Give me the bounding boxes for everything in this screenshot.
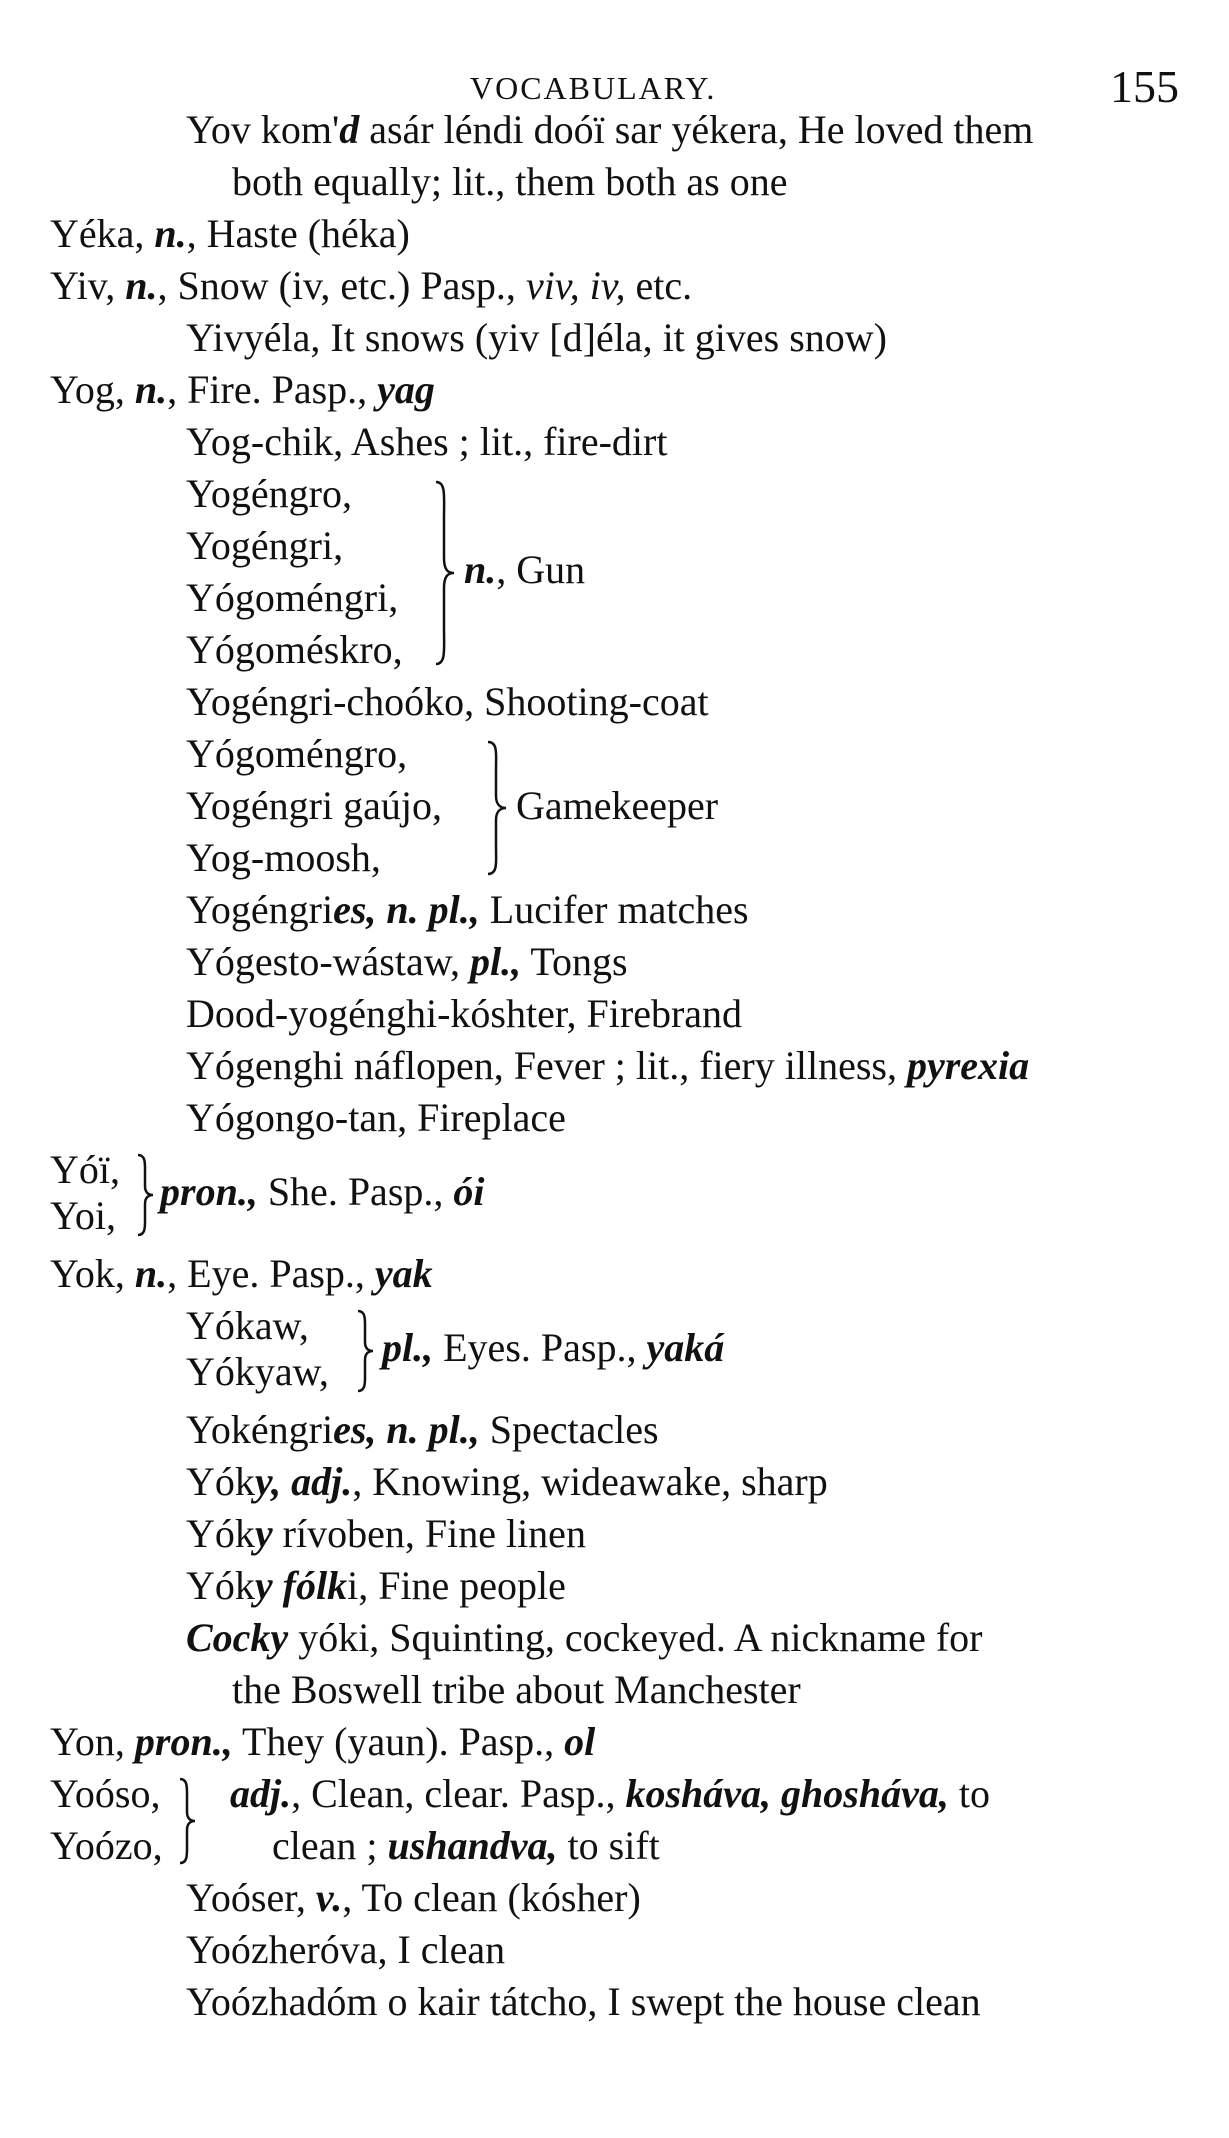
pasp: ói: [453, 1169, 485, 1214]
definition: , Gun: [496, 547, 586, 592]
text: asár léndi doóï sar yékera, He loved them: [359, 107, 1034, 152]
definition: , Fire. Pasp.,: [167, 367, 378, 412]
text: etc.: [625, 263, 693, 308]
pos: n.: [154, 211, 187, 256]
variant: Yógoméngri,: [186, 575, 399, 620]
text-italic: pyrexia: [906, 1043, 1030, 1088]
definition: , Knowing, wideawake, sharp: [352, 1459, 828, 1504]
headword: Yéka,: [50, 211, 155, 256]
brace-group-she: [50, 1144, 750, 1248]
text-italic: y fólk: [254, 1563, 348, 1608]
pos: adj.: [230, 1771, 292, 1816]
headword-line: [50, 1716, 595, 1768]
brace-group-gun: [186, 468, 686, 676]
definition: to sift: [557, 1823, 660, 1868]
pos: v.: [315, 1875, 343, 1920]
entry-line: [186, 936, 628, 988]
entry-line: [186, 1456, 828, 1508]
variant: Yogéngri,: [186, 523, 344, 568]
entry-line: [186, 1872, 641, 1924]
entry-line: [186, 1040, 1029, 1092]
entry-line: Yivyéla, It snows (yiv [d]éla, it gives snow): [186, 315, 887, 360]
definition: rívoben, Fine linen: [272, 1511, 586, 1556]
group-definition: [230, 1768, 990, 1820]
definition: , Haste (héka): [186, 211, 410, 256]
definition: Tongs: [521, 939, 628, 984]
pasp: ol: [564, 1719, 596, 1764]
entry-line: [186, 1508, 586, 1560]
text: Yók: [186, 1459, 255, 1504]
definition: i, Fine people: [347, 1563, 566, 1608]
definition: Eyes. Pasp.,: [433, 1325, 647, 1370]
entry-line: [186, 1404, 659, 1456]
text: Yógesto-wástaw,: [186, 939, 471, 984]
pos: pron.,: [160, 1169, 258, 1214]
pos: n.: [125, 263, 158, 308]
group-definition: [464, 544, 585, 596]
text-italic: ushandva,: [387, 1823, 558, 1868]
brace-icon: [354, 1308, 378, 1394]
definition: She. Pasp.,: [257, 1169, 454, 1214]
brace-icon: [430, 478, 460, 668]
headword-line: [50, 1248, 433, 1300]
variant: Yógoméskro,: [186, 627, 403, 672]
headword: Yiv,: [50, 263, 126, 308]
definition: Spectacles: [479, 1407, 659, 1452]
variant: Yog-moosh,: [186, 835, 381, 880]
group-definition: Gamekeeper: [516, 783, 719, 828]
text: Yók: [186, 1563, 255, 1608]
variant: Yogéngri gaújo,: [186, 783, 442, 828]
headword: Yoóso,: [50, 1771, 161, 1816]
pasp: viv, iv,: [525, 263, 626, 308]
entry-line: Dood-yogénghi-kóshter, Firebrand: [186, 991, 743, 1036]
brace-icon: [176, 1776, 200, 1866]
brace-icon: [482, 738, 512, 878]
pos: pl.,: [470, 939, 522, 984]
group-definition: [382, 1322, 724, 1374]
headword: Yoi,: [50, 1193, 116, 1238]
text-italic: Cocky: [186, 1615, 289, 1660]
group-definition: [272, 1820, 660, 1872]
running-head: VOCABULARY.: [470, 70, 717, 106]
pasp: kosháva, ghosháva,: [625, 1771, 949, 1816]
headword-line: [50, 364, 435, 416]
variant: Yogéngro,: [186, 471, 352, 516]
headword: Yóï,: [50, 1147, 120, 1192]
text: Yók: [186, 1511, 255, 1556]
pos: es, n. pl.,: [333, 1407, 480, 1452]
entry-line: [186, 1612, 983, 1664]
text: Yoóser,: [186, 1875, 316, 1920]
pasp: yak: [374, 1251, 433, 1296]
group-definition: [160, 1166, 485, 1218]
brace-group-eyes: [186, 1300, 886, 1404]
variant: Yókaw,: [186, 1303, 309, 1348]
entry-line: [186, 104, 1033, 156]
pos: n.: [134, 367, 168, 412]
pasp: yaká: [646, 1325, 725, 1370]
pos: pron.,: [134, 1719, 233, 1764]
headword: Yok,: [50, 1251, 135, 1296]
brace-group-gamekeeper: [186, 728, 786, 884]
text: Yokéngri: [186, 1407, 334, 1452]
text: to: [948, 1771, 990, 1816]
pasp: yag: [377, 367, 435, 412]
definition: They (yaun). Pasp.,: [232, 1719, 565, 1764]
variant: Yókyaw,: [186, 1349, 329, 1394]
text: Yogéngri: [186, 887, 334, 932]
entry-line: Yoózheróva, I clean: [186, 1927, 506, 1972]
pos: n. pl.,: [376, 887, 480, 932]
entry-line: Yoózhadóm o kair tátcho, I swept the house clean: [186, 1979, 981, 2024]
pos: y, adj.: [254, 1459, 353, 1504]
entry-line: the Boswell tribe about Manchester: [232, 1667, 801, 1712]
definition: Lucifer matches: [479, 887, 749, 932]
text: Yov kom': [186, 107, 340, 152]
page-number: 155: [1110, 61, 1179, 112]
pos: n.: [134, 1251, 168, 1296]
entry-line: Yógongo-tan, Fireplace: [186, 1095, 566, 1140]
brace-group-clean: [50, 1768, 1200, 1872]
brace-icon: [134, 1152, 158, 1238]
definition: clean ;: [272, 1823, 388, 1868]
text: Yógenghi náflopen, Fever ; lit., fiery illness,: [186, 1043, 907, 1088]
headword: Yog,: [50, 367, 135, 412]
entry-line: both equally; lit., them both as one: [232, 159, 788, 204]
entry-line: Yog-chik, Ashes ; lit., fire-dirt: [186, 419, 668, 464]
definition: , Snow (iv, etc.) Pasp.,: [157, 263, 526, 308]
text-italic: y: [254, 1511, 273, 1556]
pos: pl.,: [382, 1325, 434, 1370]
definition: , Clean, clear. Pasp.,: [291, 1771, 626, 1816]
entry-line: [186, 1560, 566, 1612]
definition: , To clean (kósher): [342, 1875, 641, 1920]
headword: Yon,: [50, 1719, 135, 1764]
variant: Yógoméngro,: [186, 731, 408, 776]
entry-line: [186, 884, 749, 936]
definition: , Eye. Pasp.,: [167, 1251, 375, 1296]
entry-line: Yogéngri-choóko, Shooting-coat: [186, 679, 709, 724]
definition: yóki, Squinting, cockeyed. A nickname for: [288, 1615, 983, 1660]
text-italic: es,: [333, 887, 377, 932]
pos: n.: [464, 547, 497, 592]
text-italic: d: [339, 107, 360, 152]
headword-line: [50, 260, 692, 312]
headword: Yoózo,: [50, 1823, 163, 1868]
headword-line: [50, 208, 410, 260]
